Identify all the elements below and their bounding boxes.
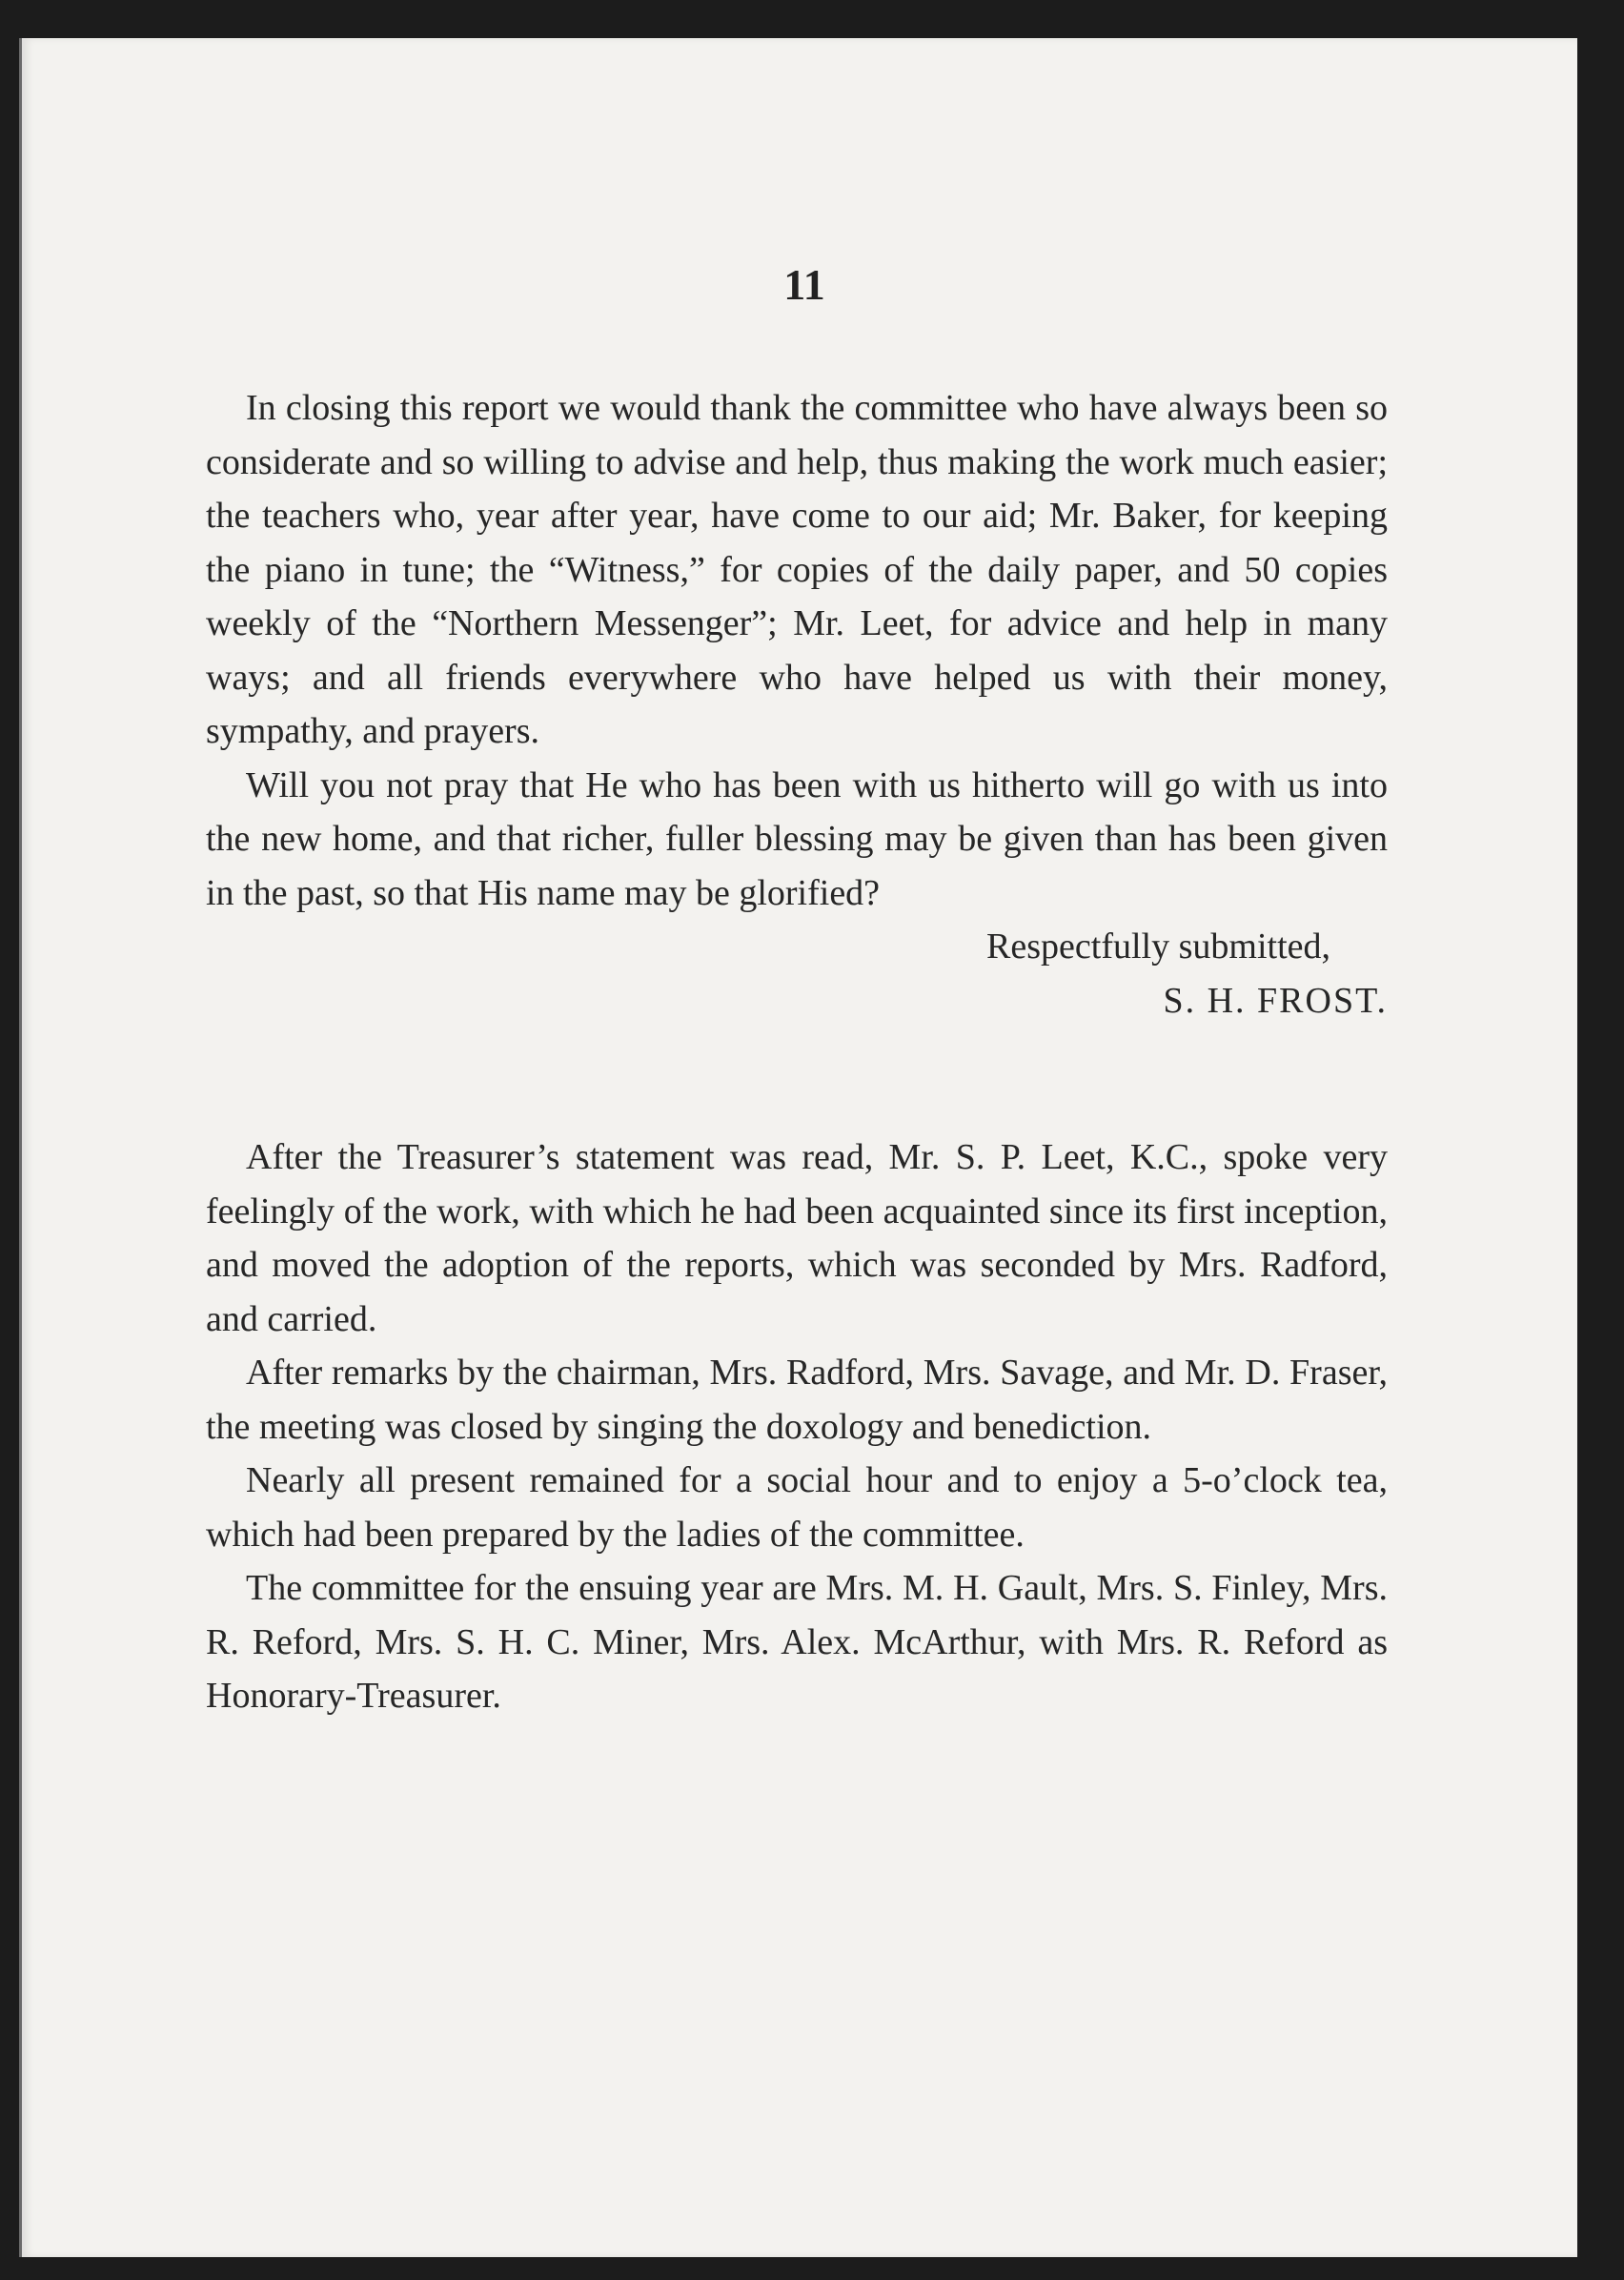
report-section [206,381,1388,1028]
minutes-paragraph-treasurer: After the Treasurer’s statement was read, Mr. S. P. Leet, K.C., spoke very feelingly of the work, with which he had been acquainted since its first inception, and moved the adoption of the reports, which was seconded by Mrs. Radford, and carried. [206,1137,1388,1339]
closing-line: Respectfully submitted, [986,926,1330,967]
section-spacer [206,1028,1388,1130]
page-number: 11 [783,260,825,309]
document-page [19,38,1577,2257]
page-content [206,381,1388,1723]
minutes-paragraph-tea: Nearly all present remained for a social hour and to enjoy a 5-o’clock tea, which had been prepared by the ladies of the committee. [206,1460,1388,1555]
report-paragraph-prayer: Will you not pray that He who has been with us hitherto will go with us into the new home, and that richer, fuller blessing may be given than has been given in the past, so that His name may be glorified? [206,764,1388,913]
minutes-paragraph-remarks: After remarks by the chairman, Mrs. Radford, Mrs. Savage, and Mr. D. Fraser, the meeting was closed by singing the doxology and benediction. [206,1353,1388,1447]
minutes-paragraph-committee: The committee for the ensuing year are Mrs. M. H. Gault, Mrs. S. Finley, Mrs. R. Reford, Mrs. S. H. C. Miner, Mrs. Alex. McArthur, with Mrs. R. Reford as Honorary-Treasurer. [206,1568,1388,1716]
signature: S. H. FROST. [1163,980,1388,1021]
report-paragraph-thanks: In closing this report we would thank the committee who have always been so considerate and so willing to advise and help, thus making the work much easier; the teachers who, year after year, have come to our aid; Mr. Baker, for keeping the piano in tune; the “Witness,” for copies of the daily paper, and 50 copies weekly of the “Northern Messenger”; Mr. Leet, for advice and help in many ways; and all friends everywhere who have helped us with their money, sympathy, and prayers. [206,388,1388,751]
minutes-section [206,1130,1388,1723]
